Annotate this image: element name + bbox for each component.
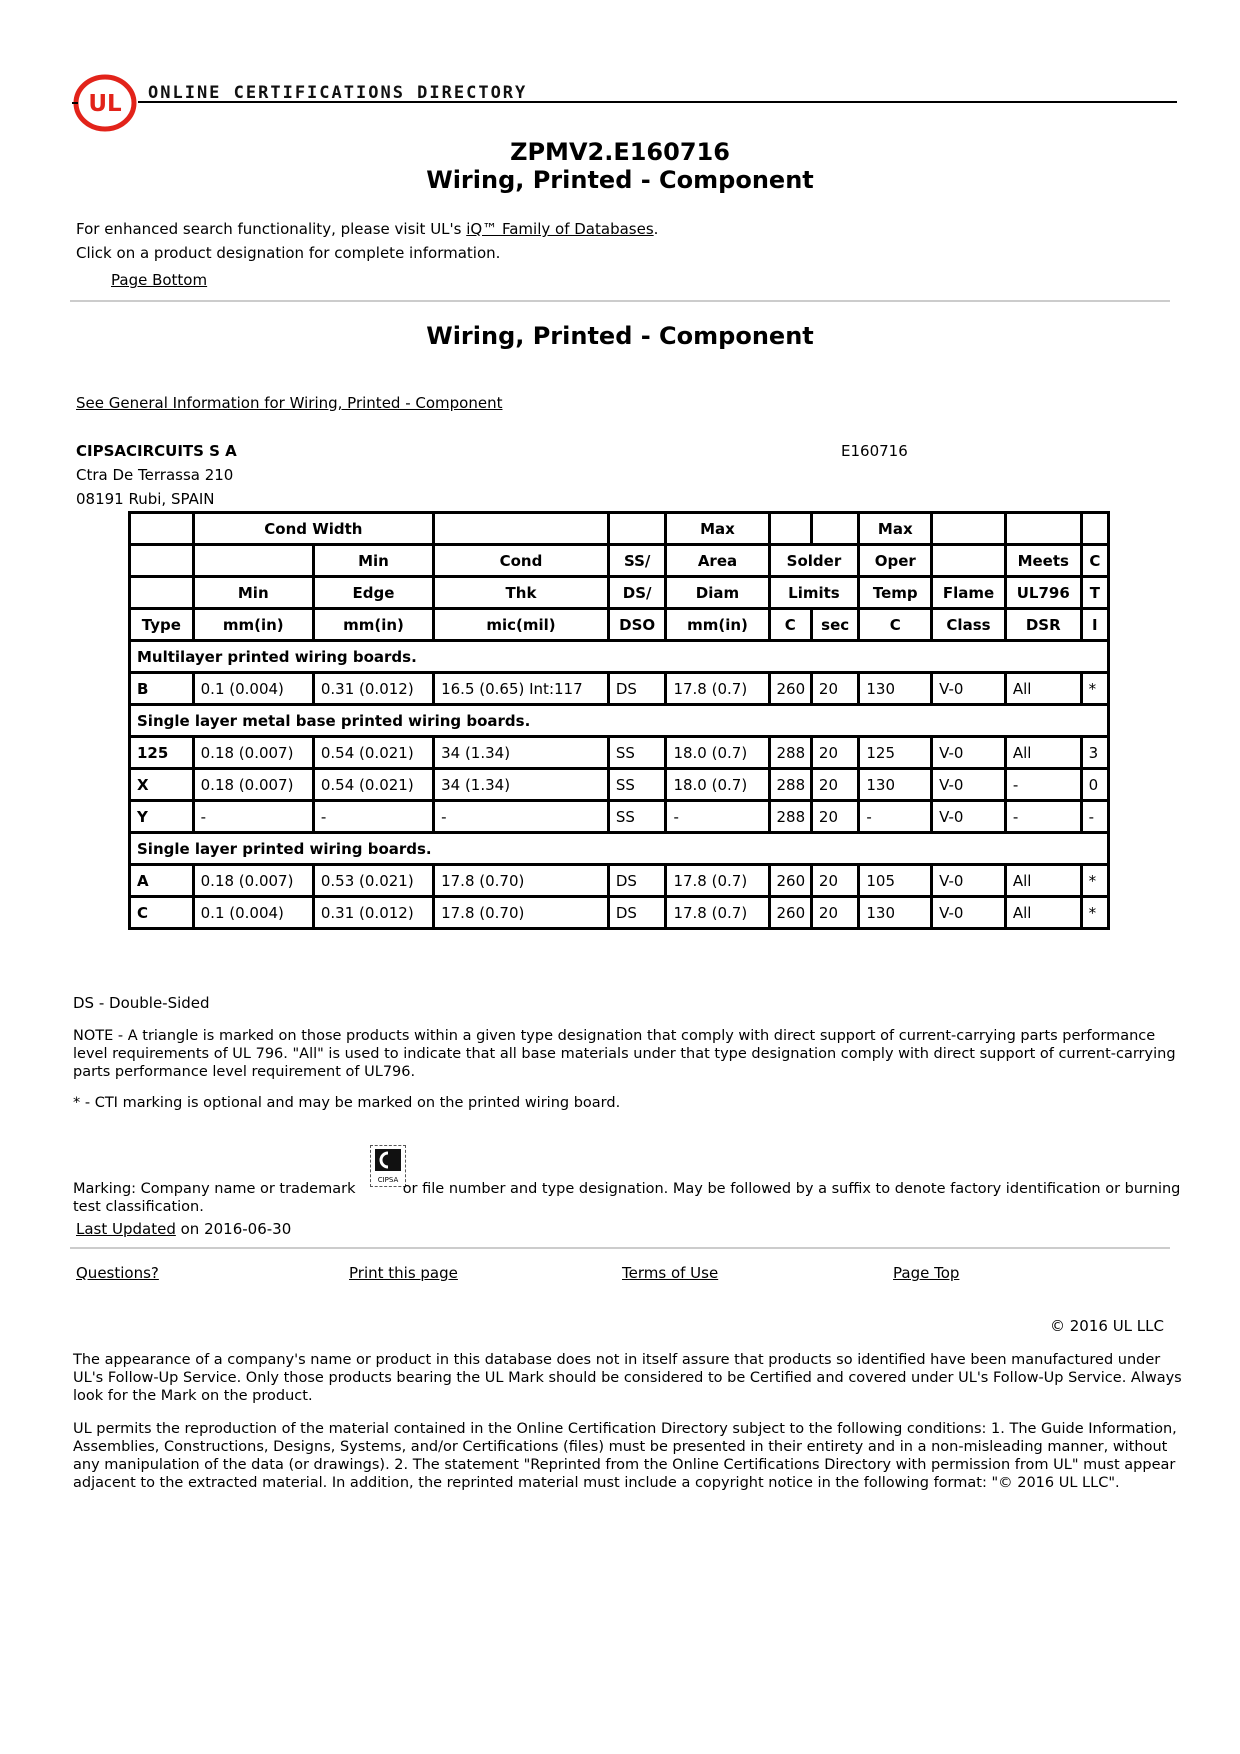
table-cell: 20	[813, 770, 860, 802]
divider	[70, 300, 1170, 302]
table-header-cell: C	[860, 610, 933, 642]
marking-text	[73, 1180, 1183, 1216]
table-header-cell: Diam	[667, 578, 770, 610]
table-cell: 0.31 (0.012)	[315, 674, 435, 706]
table-header-cell: UL796	[1007, 578, 1083, 610]
table-header-cell: C	[771, 610, 813, 642]
table-header-row	[131, 514, 1110, 546]
table-cell: 0.53 (0.021)	[315, 866, 435, 898]
table-header-cell: Thk	[435, 578, 610, 610]
table-cell: 260	[771, 674, 813, 706]
table-cell: 20	[813, 738, 860, 770]
table-header-cell: DSR	[1007, 610, 1083, 642]
iq-databases-link[interactable]: iQ™ Family of Databases	[466, 220, 654, 238]
table-cell: 288	[771, 770, 813, 802]
table-cell: V-0	[933, 802, 1007, 834]
table-header-cell: Limits	[771, 578, 861, 610]
table-cell: 17.8 (0.7)	[667, 898, 770, 930]
table-header-row	[131, 578, 1110, 610]
table-cell: -	[860, 802, 933, 834]
table-cell: 0.54 (0.021)	[315, 770, 435, 802]
table-cell: 3	[1083, 738, 1110, 770]
table-header-cell: Max	[860, 514, 933, 546]
table-header-cell: Oper	[860, 546, 933, 578]
table-header-cell: Cond Width	[195, 514, 435, 546]
divider	[70, 1247, 1170, 1249]
table-cell: 130	[860, 770, 933, 802]
table-cell: 288	[771, 738, 813, 770]
svg-text:CIPSA: CIPSA	[377, 1176, 399, 1184]
table-header-cell: mm(in)	[667, 610, 770, 642]
table-cell: 0.18 (0.007)	[195, 866, 315, 898]
table-header-cell: DS/	[610, 578, 668, 610]
table-cell: 260	[771, 898, 813, 930]
enhanced-suffix: .	[653, 220, 659, 238]
table-cell: -	[1007, 802, 1083, 834]
table-header-cell: Meets	[1007, 546, 1083, 578]
table-cell: 0.18 (0.007)	[195, 770, 315, 802]
table-cell: 0.18 (0.007)	[195, 738, 315, 770]
table-header-cell: sec	[813, 610, 860, 642]
table-cell: 0.31 (0.012)	[315, 898, 435, 930]
table-header-cell: C	[1083, 546, 1110, 578]
company-name: CIPSACIRCUITS S A	[76, 442, 237, 460]
type-designation-cell[interactable]: Y	[131, 802, 195, 834]
table-cell: DS	[610, 866, 668, 898]
table-header-cell: Class	[933, 610, 1007, 642]
table-header-cell: Cond	[435, 546, 610, 578]
table-row	[131, 770, 1110, 802]
table-cell: 288	[771, 802, 813, 834]
table-row	[131, 802, 1110, 834]
table-header-cell	[131, 578, 195, 610]
last-updated-value: on 2016-06-30	[175, 1220, 292, 1238]
table-header-cell	[933, 514, 1007, 546]
table-cell: SS	[610, 738, 668, 770]
click-instruction: Click on a product designation for complete information.	[76, 244, 501, 262]
file-number: E160716	[841, 442, 908, 460]
ul-logo-text: UL	[88, 91, 122, 117]
table-cell: 130	[860, 898, 933, 930]
table-cell: 18.0 (0.7)	[667, 770, 770, 802]
table-header-cell: Area	[667, 546, 770, 578]
type-designation-cell[interactable]: X	[131, 770, 195, 802]
triangle-note: NOTE - A triangle is marked on those products within a given type designation that comply with direct support of current-carrying parts performance level requirements of UL 796. "All" is used to indicate that all base materials under that type designation comply with direct support of current-carrying parts performance level requirement of UL796.	[73, 1028, 1176, 1080]
table-cell: 0.1 (0.004)	[195, 674, 315, 706]
table-cell: -	[195, 802, 315, 834]
table-cell: -	[667, 802, 770, 834]
table-cell: All	[1007, 738, 1083, 770]
company-address-line1: Ctra De Terrassa 210	[76, 466, 234, 484]
table-cell: DS	[610, 898, 668, 930]
questions-link[interactable]: Questions?	[76, 1264, 159, 1282]
section-label: Single layer metal base printed wiring boards.	[131, 706, 1110, 738]
reproduction-conditions: UL permits the reproduction of the material contained in the Online Certification Directory subject to the following conditions: 1. The Guide Information, Assemblies, Constructions, Designs, Systems, and/or Certifications (files) must be presented in their entirety and in a non-misleading manner, without any manipulation of the data (or drawings). 2. The statement "Reprinted from the Online Certifications Directory with permission from UL" must appear adjacent to the extracted material. In addition, the reprinted material must include a copyright notice in the following format: "© 2016 UL LLC".	[73, 1421, 1177, 1491]
section-label: Single layer printed wiring boards.	[131, 834, 1110, 866]
certification-table	[128, 511, 1110, 930]
enhanced-search-text	[76, 220, 658, 238]
table-row	[131, 738, 1110, 770]
table-header-cell: Min	[315, 546, 435, 578]
table-cell: 20	[813, 674, 860, 706]
table-cell: 20	[813, 802, 860, 834]
table-cell: 20	[813, 866, 860, 898]
table-cell: V-0	[933, 674, 1007, 706]
table-cell: 17.8 (0.70)	[435, 866, 610, 898]
directory-title: ONLINE CERTIFICATIONS DIRECTORY	[148, 83, 528, 103]
enhanced-prefix: For enhanced search functionality, please visit UL's	[76, 220, 467, 238]
header-rule	[138, 101, 1177, 103]
table-header-cell: Solder	[771, 546, 861, 578]
table-header-cell: mm(in)	[195, 610, 315, 642]
table-cell: 34 (1.34)	[435, 738, 610, 770]
table-cell: 125	[860, 738, 933, 770]
table-header-cell	[435, 514, 610, 546]
ccn-title: ZPMV2.E160716	[510, 138, 730, 166]
company-address-line2: 08191 Rubi, SPAIN	[76, 490, 215, 508]
table-header-cell: DSO	[610, 610, 668, 642]
section-title: Wiring, Printed - Component	[426, 322, 814, 350]
table-header-cell	[1007, 514, 1083, 546]
table-cell: V-0	[933, 866, 1007, 898]
table-cell: V-0	[933, 898, 1007, 930]
disclaimer: The appearance of a company's name or product in this database does not in itself assure that products so identified have been manufactured under UL's Follow-Up Service. Only those products bearing the UL Mark should be considered to be Certified and covered under UL's Follow-Up Service. Always look for the Mark on the product.	[73, 1352, 1182, 1404]
table-cell: -	[435, 802, 610, 834]
table-cell: *	[1083, 674, 1110, 706]
table-section-row	[131, 706, 1110, 738]
ds-legend: DS - Double-Sided	[73, 994, 210, 1012]
table-header-cell: mic(mil)	[435, 610, 610, 642]
table-cell: *	[1083, 866, 1110, 898]
table-row	[131, 674, 1110, 706]
table-header-cell: SS/	[610, 546, 668, 578]
table-cell: V-0	[933, 770, 1007, 802]
table-header-cell: Min	[195, 578, 315, 610]
terms-of-use-link[interactable]: Terms of Use	[622, 1264, 719, 1282]
table-header-cell	[610, 514, 668, 546]
table-cell: 18.0 (0.7)	[667, 738, 770, 770]
type-designation-cell[interactable]: A	[131, 866, 195, 898]
table-cell: 0.54 (0.021)	[315, 738, 435, 770]
table-cell: All	[1007, 674, 1083, 706]
table-cell: V-0	[933, 738, 1007, 770]
table-header-cell: I	[1083, 610, 1110, 642]
table-cell: SS	[610, 802, 668, 834]
table-header-cell	[131, 546, 195, 578]
last-updated	[76, 1220, 291, 1238]
table-cell: -	[315, 802, 435, 834]
table-cell: -	[1083, 802, 1110, 834]
table-cell: -	[1007, 770, 1083, 802]
table-cell: 17.8 (0.70)	[435, 898, 610, 930]
copyright: © 2016 UL LLC	[1049, 1317, 1164, 1335]
table-header-cell	[131, 514, 195, 546]
table-header-cell	[195, 546, 315, 578]
table-header-cell: Flame	[933, 578, 1007, 610]
table-header-cell: Type	[131, 610, 195, 642]
table-header-cell	[1083, 514, 1110, 546]
table-header-cell	[771, 514, 813, 546]
table-header-cell	[933, 546, 1007, 578]
table-section-row	[131, 642, 1110, 674]
table-cell: All	[1007, 898, 1083, 930]
table-cell: 0	[1083, 770, 1110, 802]
ul-logo	[72, 74, 138, 132]
category-title: Wiring, Printed - Component	[426, 166, 814, 194]
type-designation-cell[interactable]: 125	[131, 738, 195, 770]
table-section-row	[131, 834, 1110, 866]
table-cell: 17.8 (0.7)	[667, 674, 770, 706]
cti-note: * - CTI marking is optional and may be marked on the printed wiring board.	[73, 1095, 621, 1111]
table-cell: SS	[610, 770, 668, 802]
section-label: Multilayer printed wiring boards.	[131, 642, 1110, 674]
last-updated-link[interactable]: Last Updated	[76, 1220, 176, 1238]
table-cell: 260	[771, 866, 813, 898]
table-row	[131, 866, 1110, 898]
table-cell: 20	[813, 898, 860, 930]
table-header-cell	[813, 514, 860, 546]
table-cell: DS	[610, 674, 668, 706]
page-top-link[interactable]: Page Top	[893, 1264, 960, 1282]
type-designation-cell[interactable]: B	[131, 674, 195, 706]
table-cell: All	[1007, 866, 1083, 898]
marking-prefix: Marking: Company name or trademark	[73, 1181, 356, 1197]
table-header-row	[131, 546, 1110, 578]
table-cell: 17.8 (0.7)	[667, 866, 770, 898]
table-cell: 130	[860, 674, 933, 706]
page-bottom-link[interactable]: Page Bottom	[111, 271, 208, 289]
type-designation-cell[interactable]: C	[131, 898, 195, 930]
table-row	[131, 898, 1110, 930]
table-cell: 105	[860, 866, 933, 898]
table-cell: 16.5 (0.65) Int:117	[435, 674, 610, 706]
marking-suffix: or file number and type designation. May be followed by a suffix to denote factory identification or burning test classification.	[73, 1181, 1181, 1215]
general-info-link[interactable]: See General Information for Wiring, Printed - Component	[76, 394, 503, 412]
table-header-cell: Temp	[860, 578, 933, 610]
table-header-row	[131, 610, 1110, 642]
table-header-cell: mm(in)	[315, 610, 435, 642]
print-page-link[interactable]: Print this page	[349, 1264, 458, 1282]
table-cell: *	[1083, 898, 1110, 930]
table-header-cell: Edge	[315, 578, 435, 610]
table-cell: 0.1 (0.004)	[195, 898, 315, 930]
table-cell: 34 (1.34)	[435, 770, 610, 802]
table-header-cell: Max	[667, 514, 770, 546]
table-header-cell: T	[1083, 578, 1110, 610]
